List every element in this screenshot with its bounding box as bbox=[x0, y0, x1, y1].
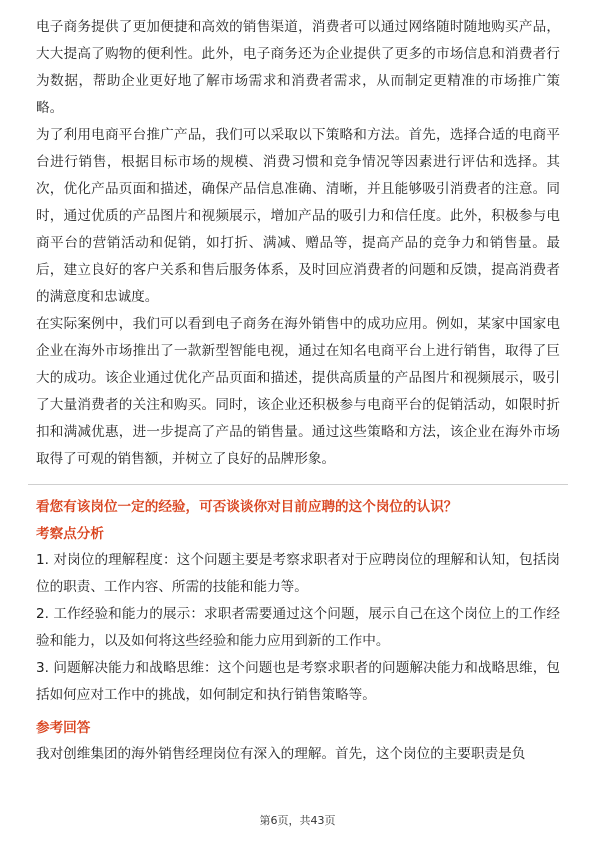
analysis-title: 考察点分析 bbox=[36, 526, 104, 542]
section-divider bbox=[28, 484, 568, 485]
analysis-point-3: 3. 问题解决能力和战略思维：这个问题也是考察求职者的问题解决能力和战略思维，包括如何应对工作中的挑战，如何制定和执行销售策略等。 bbox=[36, 660, 560, 703]
interview-question: 看您有该岗位一定的经验，可否谈谈你对目前应聘的这个岗位的认识？ bbox=[36, 499, 458, 515]
analysis-point-1: 1. 对岗位的理解程度：这个问题主要是考察求职者对于应聘岗位的理解和认知，包括岗位的职责、工作内容、所需的技能和能力等。 bbox=[36, 552, 560, 595]
body-paragraph-2: 为了利用电商平台推广产品，我们可以采取以下策略和方法。首先，选择合适的电商平台进行销售，根据目标市场的规模、消费习惯和竞争情况等因素进行评估和选择。其次，优化产品页面和描述，确保产品信息准确、清晰，并且能够吸引消费者的注意。同时，通过优质的产品图片和视频展示，增加产品的吸引力和信任度。此外，积极参与电商平台的营销活动和促销，如打折、满减、赠品等，提高产品的竞争力和销售量。最后，建立良好的客户关系和售后服务体系，及时回应消费者的问题和反馈，提高消费者的满意度和忠诚度。 bbox=[36, 127, 560, 305]
answer-title: 参考回答 bbox=[36, 720, 91, 736]
document-page bbox=[36, 14, 560, 768]
body-paragraph-1: 电子商务提供了更加便捷和高效的销售渠道，消费者可以通过网络随时随地购买产品，大大提高了购物的便利性。此外，电子商务还为企业提供了更多的市场信息和消费者行为数据，帮助企业更好地了解市场需求和消费者需求，从而制定更精准的市场推广策略。 bbox=[36, 19, 560, 116]
answer-text: 我对创维集团的海外销售经理岗位有深入的理解。首先，这个岗位的主要职责是负 bbox=[36, 746, 526, 762]
page-number: 第6页，共43页 bbox=[259, 814, 336, 827]
body-paragraph-3: 在实际案例中，我们可以看到电子商务在海外销售中的成功应用。例如，某家中国家电企业在海外市场推出了一款新型智能电视，通过在知名电商平台上进行销售，取得了巨大的成功。该企业通过优化产品页面和描述，提供高质量的产品图片和视频展示，吸引了大量消费者的关注和购买。同时，该企业还积极参与电商平台的促销活动，如限时折扣和满减优惠，进一步提高了产品的销售量。通过这些策略和方法，该企业在海外市场取得了可观的销售额，并树立了良好的品牌形象。 bbox=[36, 316, 560, 467]
analysis-point-2: 2. 工作经验和能力的展示：求职者需要通过这个问题，展示自己在这个岗位上的工作经验和能力，以及如何将这些经验和能力应用到新的工作中。 bbox=[36, 606, 560, 649]
